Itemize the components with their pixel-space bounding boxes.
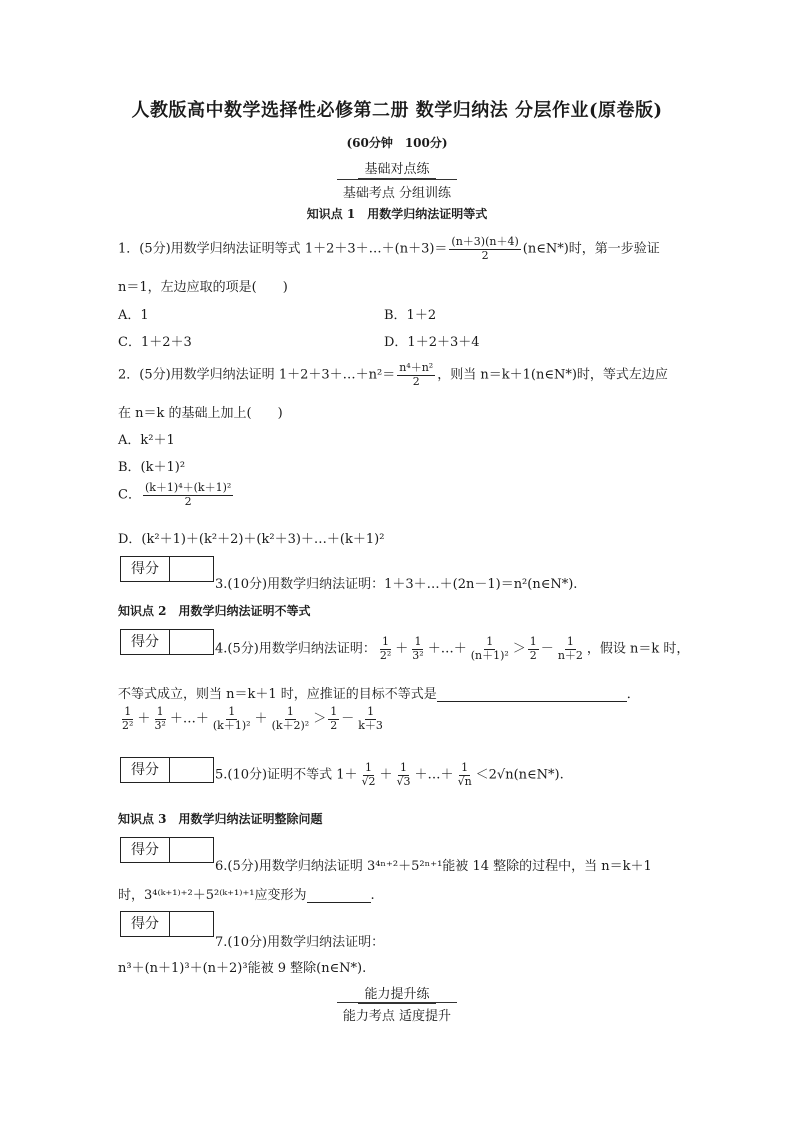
fraction xyxy=(152,706,167,732)
score-box-label: 得分 xyxy=(121,758,170,782)
score-box-blank[interactable] xyxy=(170,838,213,862)
section-basic-sub xyxy=(0,179,794,201)
question-3: 3.(10分)用数学归纳法证明：1＋3＋…＋(2n－1)＝n²(n∈N*). xyxy=(215,577,578,592)
question-1-line-2: n＝1，左边应取的项是( ) xyxy=(118,280,288,295)
section-basic-heading xyxy=(0,158,794,179)
fraction-numerator: 1 xyxy=(566,635,574,648)
question-2-option-c-fraction xyxy=(143,482,233,508)
fraction-denominator: √2 xyxy=(361,774,376,788)
fraction-numerator: 1 xyxy=(529,635,537,648)
fraction-denominator: 2 xyxy=(481,248,489,262)
score-box-q7[interactable] xyxy=(120,911,214,937)
fraction-numerator: 1 xyxy=(414,635,422,648)
fraction-denominator: √n xyxy=(457,774,472,788)
question-4-tail: ，假设 n＝k 时， xyxy=(586,641,690,657)
fraction-numerator: 1 xyxy=(124,705,132,718)
question-4-line-1 xyxy=(215,636,689,662)
question-2-fraction xyxy=(397,362,435,388)
fraction-denominator: n＋2 xyxy=(557,648,583,662)
fraction-denominator: 2 xyxy=(412,374,420,388)
greater-than-sign: ＞ xyxy=(313,711,327,727)
fraction-denominator: 2 xyxy=(529,648,537,662)
section-basic-sub-text: 基础考点 分组训练 xyxy=(337,179,457,201)
period: . xyxy=(370,888,375,903)
question-4-line-2 xyxy=(118,683,640,702)
question-2-line-1 xyxy=(118,362,668,388)
fraction-denominator: (n＋1)² xyxy=(470,648,509,662)
fraction-numerator: 1 xyxy=(461,761,469,774)
score-box-label: 得分 xyxy=(121,912,170,936)
fraction-numerator: 1 xyxy=(367,705,375,718)
ellipsis-sum: ＋…＋ xyxy=(414,767,454,783)
score-box-blank[interactable] xyxy=(170,758,213,782)
question-1-option-a: A．1 xyxy=(118,308,149,323)
fraction xyxy=(469,636,511,662)
score-box-q5[interactable] xyxy=(120,757,214,783)
minus-sign: － xyxy=(540,641,554,657)
knowledge-point-3: 知识点 3 用数学归纳法证明整除问题 xyxy=(118,812,323,826)
question-2-line-2: 在 n＝k 的基础上加上( ) xyxy=(118,406,283,421)
ellipsis-sum: ＋…＋ xyxy=(169,711,209,727)
question-1-option-d: D．1＋2＋3＋4 xyxy=(384,335,480,350)
question-1-option-b: B．1＋2 xyxy=(384,308,437,323)
score-box-q6[interactable] xyxy=(120,837,214,863)
fraction xyxy=(356,706,385,732)
plus-sign: ＋ xyxy=(254,711,268,727)
fraction xyxy=(360,762,378,788)
fraction xyxy=(528,636,539,662)
question-5-tail: ＜2√n(n∈N*). xyxy=(475,767,564,783)
score-box-label: 得分 xyxy=(121,557,170,581)
section-advanced-heading xyxy=(0,983,794,1004)
plus-sign: ＋ xyxy=(395,641,409,657)
fraction xyxy=(456,762,474,788)
fraction xyxy=(270,706,312,732)
greater-than-sign: ＞ xyxy=(512,641,526,657)
fraction-numerator: 1 xyxy=(156,705,164,718)
question-1-lead: 1．(5分)用数学归纳法证明等式 1＋2＋3＋…＋(n＋3)＝ xyxy=(118,241,448,257)
score-box-q4[interactable] xyxy=(120,629,214,655)
document-title: 人教版高中数学选择性必修第二册 数学归纳法 分层作业(原卷版) xyxy=(131,100,663,121)
fraction-numerator: 1 xyxy=(228,705,236,718)
section-advanced-sub xyxy=(0,1002,794,1024)
fraction-denominator: 2² xyxy=(379,648,392,662)
fraction-numerator: 1 xyxy=(365,761,372,774)
minus-sign: － xyxy=(341,711,355,727)
fraction-denominator: 2² xyxy=(122,718,134,732)
fraction-denominator: 2 xyxy=(184,494,192,508)
section-advanced-heading-text: 能力提升练 xyxy=(358,983,435,1004)
question-4-line-2-text: 不等式成立，则当 n＝k＋1 时，应推证的目标不等式是 xyxy=(118,687,437,702)
fraction-numerator: (k＋1)⁴＋(k＋1)² xyxy=(144,481,232,494)
fraction-numerator: 1 xyxy=(382,635,390,648)
fraction-denominator: (k＋1)² xyxy=(212,718,251,732)
fraction-denominator: k＋3 xyxy=(358,718,383,732)
question-6-line-2 xyxy=(118,884,375,903)
fraction xyxy=(410,636,425,662)
question-5 xyxy=(215,762,564,788)
plus-sign: ＋ xyxy=(379,767,393,783)
fraction-numerator: 1 xyxy=(330,705,338,718)
fraction xyxy=(556,636,585,662)
fraction-numerator: 1 xyxy=(486,635,494,648)
score-box-blank[interactable] xyxy=(170,630,213,654)
score-box-blank[interactable] xyxy=(170,912,213,936)
fraction-numerator: 1 xyxy=(400,761,408,774)
question-2-option-d: D．(k²＋1)＋(k²＋2)＋(k²＋3)＋…＋(k＋1)² xyxy=(118,532,385,547)
question-1-option-c: C．1＋2＋3 xyxy=(118,335,192,350)
question-4-answer xyxy=(118,706,387,732)
question-4-lead: 4.(5分)用数学归纳法证明： xyxy=(215,641,376,657)
fraction-denominator: 3² xyxy=(412,648,424,662)
ellipsis-sum: ＋…＋ xyxy=(427,641,467,657)
fraction-denominator: 3² xyxy=(154,718,166,732)
score-box-q3[interactable] xyxy=(120,556,214,582)
fraction xyxy=(378,636,393,662)
section-basic-heading-text: 基础对点练 xyxy=(358,158,435,179)
question-5-lead: 5.(10分)证明不等式 1＋ xyxy=(215,767,358,783)
question-2-option-a: A．k²＋1 xyxy=(118,433,175,448)
score-box-label: 得分 xyxy=(121,630,170,654)
time-score-note: (60分钟 100分) xyxy=(346,136,448,150)
plus-sign: ＋ xyxy=(137,711,151,727)
option-c-label: C． xyxy=(118,487,141,503)
question-7-line-2: n³＋(n＋1)³＋(n＋2)³能被 9 整除(n∈N*). xyxy=(118,961,367,976)
question-1-line-1 xyxy=(118,236,660,262)
answer-blank-q6[interactable] xyxy=(307,888,371,903)
question-2-tail: ，则当 n＝k＋1(n∈N*)时，等式左边应 xyxy=(437,367,668,383)
knowledge-point-2: 知识点 2 用数学归纳法证明不等式 xyxy=(118,604,311,618)
answer-blank-q4[interactable] xyxy=(437,687,627,702)
question-6-line-1: 6.(5分)用数学归纳法证明 3⁴ⁿ⁺²＋5²ⁿ⁺¹能被 14 整除的过程中，当 n＝k＋1 xyxy=(215,859,652,874)
fraction-denominator: 2 xyxy=(330,718,338,732)
fraction xyxy=(120,706,135,732)
fraction-numerator: 1 xyxy=(286,705,294,718)
score-box-label: 得分 xyxy=(121,838,170,862)
section-advanced-sub-text: 能力考点 适度提升 xyxy=(337,1002,457,1024)
fraction-numerator: n⁴＋n² xyxy=(399,361,434,374)
fraction-denominator: √3 xyxy=(396,774,411,788)
period: ． xyxy=(626,687,640,702)
fraction-numerator: (n＋3)(n＋4) xyxy=(451,235,519,248)
question-2-option-b: B．(k＋1)² xyxy=(118,460,186,475)
fraction xyxy=(211,706,253,732)
question-7-line-1: 7.(10分)用数学归纳法证明： xyxy=(215,935,385,950)
score-box-blank[interactable] xyxy=(170,557,213,581)
fraction xyxy=(328,706,339,732)
question-2-option-c xyxy=(118,482,235,508)
question-2-lead: 2．(5分)用数学归纳法证明 1＋2＋3＋…＋n²＝ xyxy=(118,367,396,383)
fraction-denominator: (k＋2)² xyxy=(271,718,310,732)
knowledge-point-1: 知识点 1 用数学归纳法证明等式 xyxy=(306,207,488,221)
question-1-fraction xyxy=(449,236,520,262)
question-6-line-2-text: 时，3⁴⁽ᵏ⁺¹⁾⁺²＋5²⁽ᵏ⁺¹⁾⁺¹应变形为 xyxy=(118,888,307,903)
fraction xyxy=(395,762,413,788)
question-1-tail: (n∈N*)时，第一步验证 xyxy=(522,241,660,257)
